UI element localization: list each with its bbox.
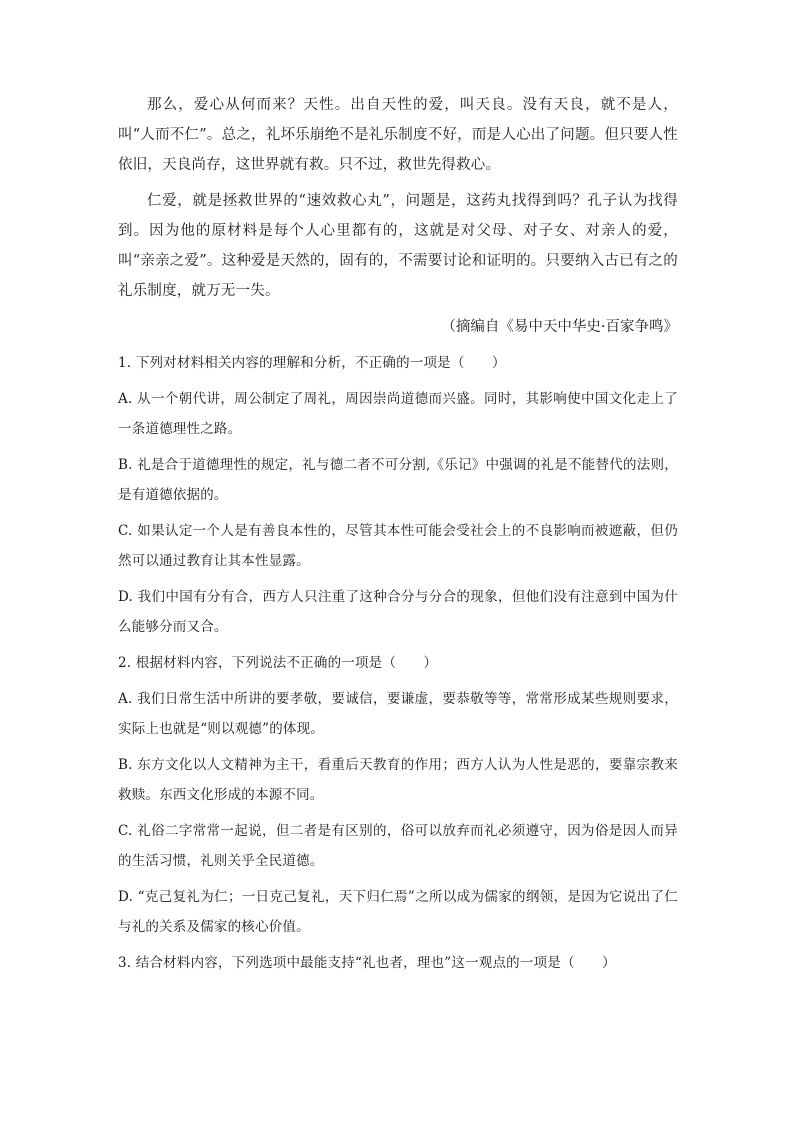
question-1-option-a: A. 从一个朝代讲，周公制定了周礼，周因崇尚道德而兴盛。同时，其影响使中国文化走上了一条道德理性之路。 — [118, 391, 678, 437]
question-2-option-c: C. 礼俗二字常常一起说，但二者是有区别的，俗可以放弃而礼必须遵守，因为俗是因人而异的生活习惯，礼则关乎全民道德。 — [118, 823, 678, 869]
passage-source: （摘编自《易中天中华史·百家争鸣》 — [441, 319, 678, 335]
question-1-option-b: B. 礼是合于道德理性的规定，礼与德二者不可分割,《乐记》中强调的礼是不能替代的法则，是有道德依据的。 — [118, 457, 678, 503]
passage-paragraph-1: 那么，爱心从何而来？天性。出自天性的爱，叫天良。没有天良，就不是人，叫“人而不仁”。总之，礼坏乐崩绝不是礼乐制度不好，而是人心出了问题。但只要人性依旧，天良尚存，这世界就有救。只不过，救世先得救心。 — [118, 97, 678, 173]
question-2-option-a: A. 我们日常生活中所讲的要孝敬，要诚信，要谦虚，要恭敬等等，常常形成某些规则要求，实际上也就是“则以观德”的体现。 — [118, 691, 678, 737]
document-page — [118, 90, 678, 984]
question-2-stem: 2. 根据材料内容，下列说法不正确的一项是（ ） — [118, 655, 438, 671]
question-3-stem: 3. 结合材料内容，下列选项中最能支持“礼也者，理也”这一观点的一项是（ ） — [118, 955, 616, 971]
question-2-option-b: B. 东方文化以人文精神为主干，看重后天教育的作用；西方人认为人性是恶的，要靠宗教来救赎。东西文化形成的本源不同。 — [118, 757, 678, 803]
question-1-option-c: C. 如果认定一个人是有善良本性的，尽管其本性可能会受社会上的不良影响而被遮蔽，但仍然可以通过教育让其本性显露。 — [118, 523, 678, 569]
question-2-option-d: D. “克己复礼为仁；一日克己复礼，天下归仁焉”之所以成为儒家的纲领，是因为它说出了仁与礼的关系及儒家的核心价值。 — [118, 889, 678, 935]
question-1-option-d: D. 我们中国有分有合，西方人只注重了这种合分与分合的现象，但他们没有注意到中国为什么能够分而又合。 — [118, 589, 678, 635]
question-1-stem: 1. 下列对材料相关内容的理解和分析，不正确的一项是（ ） — [118, 355, 506, 371]
passage-paragraph-2: 仁爱，就是拯救世界的“速效救心丸”，问题是，这药丸找得到吗？孔子认为找得到。因为他的原材料是每个人心里都有的，这就是对父母、对子女、对亲人的爱，叫“亲亲之爱”。这种爱是天然的，固有的，不需要讨论和证明的。只要纳入古已有之的礼乐制度，就万无一失。 — [118, 193, 678, 299]
